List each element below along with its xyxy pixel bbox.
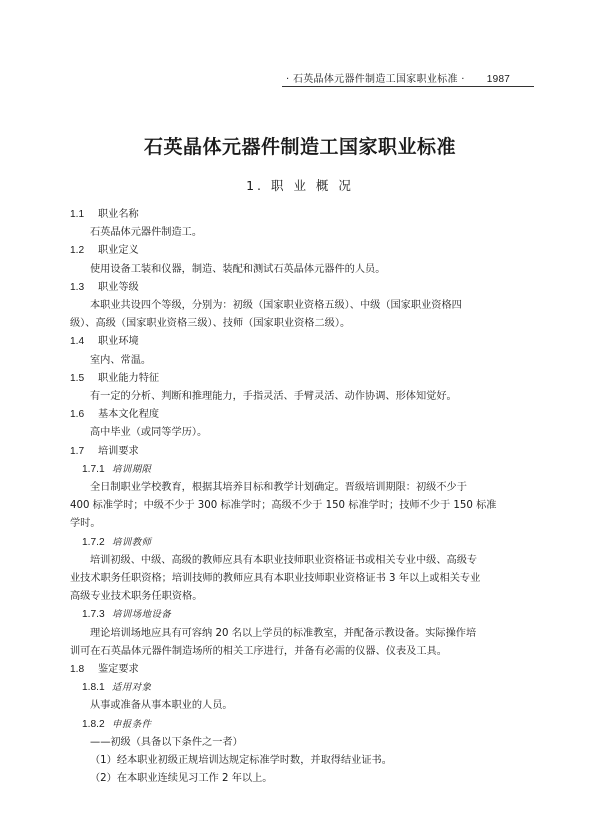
subsection-text: 业技术职务任职资格；培训技师的教师应具有本职业技师职业资格证书 3 年以上或相关专业 (70, 573, 481, 585)
section-heading (70, 443, 536, 461)
subsection-number: 1.7.1 (82, 463, 105, 475)
section-heading (70, 279, 536, 297)
section-number: 1.5 (70, 372, 85, 384)
subsection-number: 1.7.3 (82, 609, 105, 621)
section-text: 高中毕业（或同等学历）。 (90, 427, 208, 439)
section-text: 室内、常温。 (90, 354, 152, 366)
subsection-title: 培训教师 (112, 536, 152, 548)
subsection-heading (70, 534, 536, 552)
section-title: 职业定义 (98, 245, 139, 257)
subsection-text: 训可在石英晶体元器件制造场所的相关工序进行，并备有必需的仪器、仪表及工具。 (70, 645, 447, 657)
section-text: 级）、高级（国家职业资格三级）、技师（国家职业资格二级）。 (70, 318, 351, 330)
subsection-heading (70, 716, 536, 734)
subsection-text: ——初级（具备以下条件之一者） (90, 736, 243, 748)
subsection-text: 学时。 (70, 518, 101, 530)
section-text: 有一定的分析、判断和推理能力，手指灵活、手臂灵活、动作协调、形体知觉好。 (90, 391, 457, 403)
document-title: 石英晶体元器件制造工国家职业标准 (143, 136, 456, 158)
page-number: 1987 (486, 74, 511, 85)
section-number: 1.7 (70, 445, 85, 457)
section-heading (70, 406, 536, 424)
subsection-heading (70, 461, 536, 479)
subsection-number: 1.7.2 (82, 536, 105, 548)
subsection-heading (70, 606, 536, 624)
section-number: 1.1 (70, 209, 85, 220)
section-number: 1.3 (70, 281, 85, 293)
subsection-title: 培训期限 (112, 463, 152, 475)
section-title: 培训要求 (98, 445, 139, 457)
section-heading (70, 661, 536, 679)
section-heading (70, 370, 536, 388)
subsection-title: 培训场地设备 (112, 609, 172, 621)
section-number: 1.4 (70, 336, 85, 348)
subsection-text: 从事或准备从事本职业的人员。 (90, 700, 233, 712)
subsection-text: 培训初级、中级、高级的教师应具有本职业技师职业资格证书或相关专业中级、高级专 (90, 554, 478, 566)
section-text: 使用设备工装和仪器，制造、装配和测试石英晶体元器件的人员。 (90, 263, 386, 275)
section-title: 基本文化程度 (98, 409, 160, 421)
section-title: 职业等级 (98, 281, 139, 293)
section-text: 石英晶体元器件制造工。 (90, 227, 203, 239)
subsection-text: 400 标准学时；中级不少于 300 标准学时；高级不少于 150 标准学时；技师不少于 150 标准 (70, 500, 497, 512)
section-title: 职业名称 (98, 209, 139, 220)
subsection-number: 1.8.2 (82, 718, 105, 730)
header-rule (282, 86, 534, 87)
subsection-title: 申报条件 (112, 718, 152, 730)
subsection-title: 适用对象 (112, 682, 152, 694)
section-number: 1.2 (70, 245, 85, 257)
section-number: 1.8 (70, 664, 85, 676)
running-header (286, 70, 510, 85)
chapter-heading: 1. 职 业 概 况 (246, 178, 354, 193)
section-heading (70, 206, 536, 224)
document-body (70, 206, 536, 789)
subsection-text: （1）经本职业初级正规培训达规定标准学时数，并取得结业证书。 (90, 755, 392, 767)
section-title: 鉴定要求 (98, 664, 139, 676)
subsection-number: 1.8.1 (82, 682, 105, 694)
section-title: 职业能力特征 (98, 372, 160, 384)
section-heading (70, 333, 536, 351)
subsection-text: 理论培训场地应具有可容纳 20 名以上学员的标准教室，并配备示教设备。实际操作培 (90, 627, 477, 639)
section-text: 本职业共设四个等级，分别为：初级（国家职业资格五级）、中级（国家职业资格四 (90, 300, 462, 312)
section-number: 1.6 (70, 409, 85, 421)
section-heading (70, 242, 536, 260)
subsection-text: （2）在本职业连续见习工作 2 年以上。 (90, 773, 273, 785)
subsection-text: 全日制职业学校教育，根据其培养目标和教学计划确定。晋级培训期限：初级不少于 (90, 482, 467, 494)
section-title: 职业环境 (98, 336, 139, 348)
subsection-heading (70, 679, 536, 697)
subsection-text: 高级专业技术职务任职资格。 (70, 591, 203, 603)
running-title: · 石英晶体元器件制造工国家职业标准 · (286, 74, 465, 85)
